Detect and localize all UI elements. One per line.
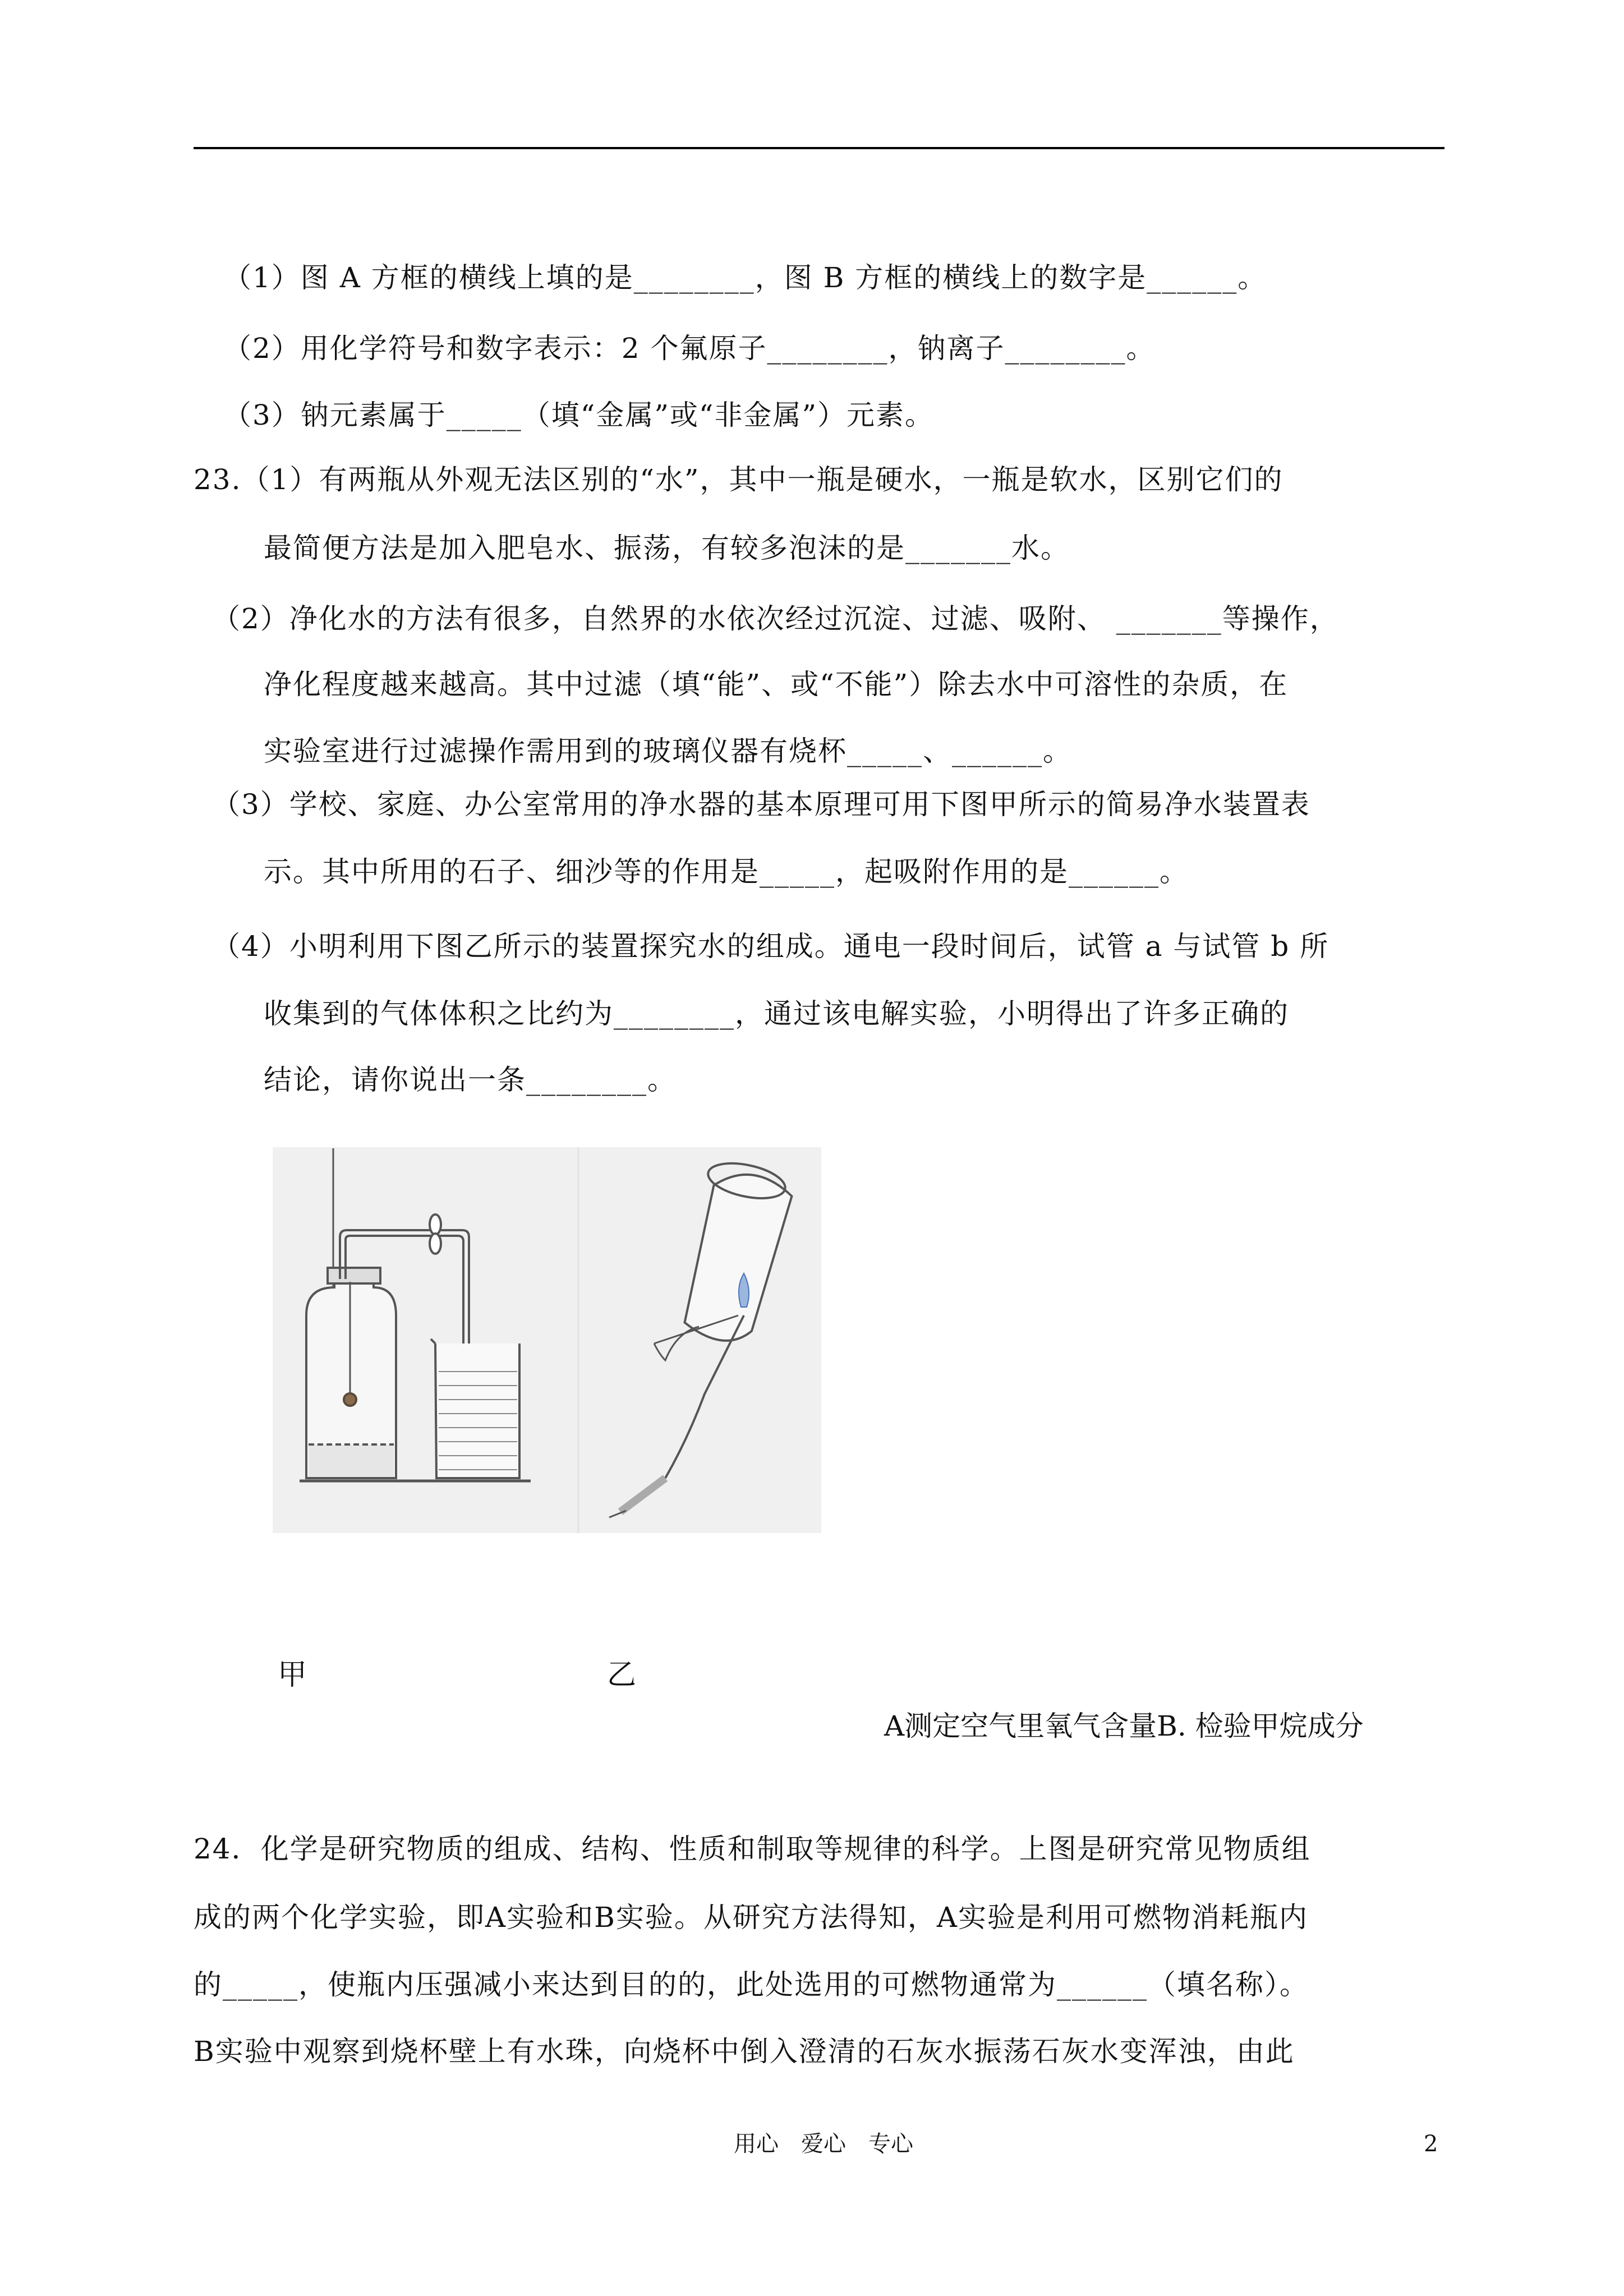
footer-motto: 用心 爱心 专心 [734, 2131, 913, 2157]
figure-caption: A测定空气里氧气含量B. 检验甲烷成分 [884, 1710, 1364, 1742]
page-number: 2 [1424, 2131, 1438, 2157]
question-22-part-3: （3）钠元素属于_____（填“金属”或“非金属”）元素。 [223, 399, 935, 431]
question-22-part-2: （2）用化学符号和数字表示：2 个氟原子________，钠离子________。 [223, 332, 1156, 365]
figure-label-yi: 乙 [607, 1658, 637, 1692]
question-23-part-4-cont-2: 结论，请你说出一条________。 [264, 1064, 677, 1096]
question-22-part-1: （1）图 A 方框的横线上填的是________，图 B 方框的横线上的数字是______。 [223, 261, 1267, 294]
question-23-part-2-cont-1: 净化程度越来越高。其中过滤（填“能”、或“不能”）除去水中可溶性的杂质，在 [264, 668, 1289, 701]
question-23-part-4-cont-1: 收集到的气体体积之比约为________，通过该电解实验，小明得出了许多正确的 [264, 997, 1289, 1030]
question-24-line-4: B实验中观察到烧杯壁上有水珠，向烧杯中倒入澄清的石灰水振荡石灰水变浑浊，由此 [194, 2035, 1295, 2068]
question-24-line-2: 成的两个化学实验，即A实验和B实验。从研究方法得知，A实验是利用可燃物消耗瓶内 [194, 1901, 1308, 1934]
figure-label-jia: 甲 [278, 1658, 307, 1692]
question-23-part-4: （4）小明利用下图乙所示的装置探究水的组成。通电一段时间后，试管 a 与试管 b 所 [212, 930, 1329, 963]
question-24-line-1: 24．化学是研究物质的组成、结构、性质和制取等规律的科学。上图是研究常见物质组 [194, 1833, 1311, 1865]
question-23-part-2-cont-2: 实验室进行过滤操作需用到的玻璃仪器有烧杯_____、______。 [264, 735, 1072, 767]
question-23-part-3-cont: 示。其中所用的石子、细沙等的作用是_____，起吸附作用的是______。 [264, 855, 1189, 888]
experiment-figure [273, 1147, 821, 1533]
question-24-line-3: 的_____，使瓶内压强减小来达到目的的，此处选用的可燃物通常为______（填名称）。 [194, 1968, 1309, 2001]
question-23-part-2: （2）净化水的方法有很多，自然界的水依次经过沉淀、过滤、吸附、 _______等操作， [212, 602, 1339, 635]
question-23-part-1-cont: 最简便方法是加入肥皂水、振荡，有较多泡沫的是_______水。 [264, 532, 1070, 564]
question-23-part-1: 23.（1）有两瓶从外观无法区别的“水”，其中一瓶是硬水，一瓶是软水，区别它们的 [194, 463, 1283, 496]
apparatus-illustration [273, 1147, 821, 1533]
question-23-part-3: （3）学校、家庭、办公室常用的净水器的基本原理可用下图甲所示的简易净水装置表 [212, 788, 1310, 821]
header-rule [194, 147, 1444, 149]
